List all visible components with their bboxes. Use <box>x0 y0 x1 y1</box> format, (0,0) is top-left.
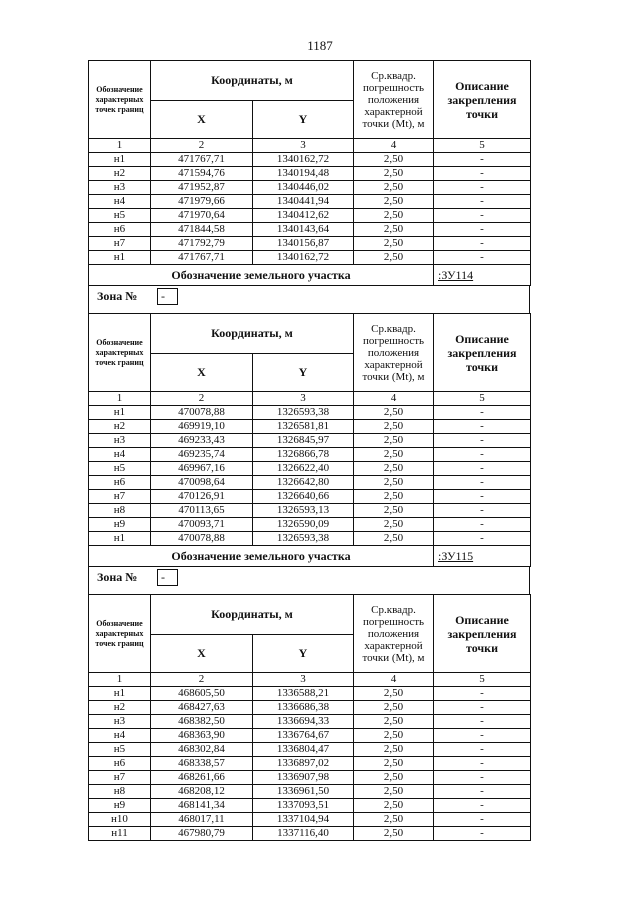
point-name: н5 <box>89 743 151 757</box>
header-y: Y <box>253 635 354 673</box>
description-value: - <box>434 743 531 757</box>
error-value: 2,50 <box>354 715 434 729</box>
description-value: - <box>434 785 531 799</box>
y-value: 1337093,51 <box>253 799 354 813</box>
x-value: 468141,34 <box>151 799 253 813</box>
description-value: - <box>434 504 531 518</box>
error-value: 2,50 <box>354 532 434 546</box>
parcel-label: Обозначение земельного участка <box>89 265 434 286</box>
description-value: - <box>434 729 531 743</box>
description-value: - <box>434 434 531 448</box>
point-name: н6 <box>89 757 151 771</box>
coordinates-table <box>88 594 531 841</box>
column-number-3: 3 <box>253 392 354 406</box>
point-name: н4 <box>89 195 151 209</box>
table-row <box>89 504 531 518</box>
y-value: 1326581,81 <box>253 420 354 434</box>
y-value: 1326866,78 <box>253 448 354 462</box>
point-name: н8 <box>89 785 151 799</box>
column-number-3: 3 <box>253 139 354 153</box>
y-value: 1336804,47 <box>253 743 354 757</box>
description-value: - <box>434 420 531 434</box>
description-value: - <box>434 813 531 827</box>
point-name: н9 <box>89 799 151 813</box>
error-value: 2,50 <box>354 813 434 827</box>
x-value: 469235,74 <box>151 448 253 462</box>
y-value: 1336694,33 <box>253 715 354 729</box>
error-value: 2,50 <box>354 729 434 743</box>
table-row <box>89 181 531 195</box>
document-body <box>88 60 530 841</box>
description-value: - <box>434 237 531 251</box>
header-description: Описание закрепления точки <box>434 314 531 392</box>
table-row <box>89 785 531 799</box>
column-number-4: 4 <box>354 139 434 153</box>
column-number-2: 2 <box>151 392 253 406</box>
description-value: - <box>434 153 531 167</box>
error-value: 2,50 <box>354 209 434 223</box>
error-value: 2,50 <box>354 195 434 209</box>
zone-label: Зона № <box>97 570 138 584</box>
x-value: 471970,64 <box>151 209 253 223</box>
y-value: 1326845,97 <box>253 434 354 448</box>
table-row <box>89 237 531 251</box>
point-name: н9 <box>89 518 151 532</box>
y-value: 1336588,21 <box>253 687 354 701</box>
table-row <box>89 715 531 729</box>
error-value: 2,50 <box>354 251 434 265</box>
table-row <box>89 490 531 504</box>
table-row <box>89 743 531 757</box>
table-row <box>89 518 531 532</box>
parcel-number-text: :ЗУ114 <box>438 267 474 282</box>
description-value: - <box>434 181 531 195</box>
header-x: X <box>151 354 253 392</box>
header-error: Ср.квадр. погрешность положения характерной точки (Мt), м <box>354 595 434 673</box>
point-name: н3 <box>89 434 151 448</box>
description-value: - <box>434 195 531 209</box>
point-name: н7 <box>89 771 151 785</box>
x-value: 470126,91 <box>151 490 253 504</box>
table-row <box>89 167 531 181</box>
description-value: - <box>434 757 531 771</box>
error-value: 2,50 <box>354 827 434 841</box>
error-value: 2,50 <box>354 181 434 195</box>
column-number-3: 3 <box>253 673 354 687</box>
point-name: н4 <box>89 448 151 462</box>
y-value: 1326642,80 <box>253 476 354 490</box>
error-value: 2,50 <box>354 490 434 504</box>
x-value: 469967,16 <box>151 462 253 476</box>
error-value: 2,50 <box>354 406 434 420</box>
table-row <box>89 434 531 448</box>
x-value: 468363,90 <box>151 729 253 743</box>
coordinates-table <box>88 313 531 567</box>
point-name: н1 <box>89 406 151 420</box>
column-number-5: 5 <box>434 392 531 406</box>
error-value: 2,50 <box>354 420 434 434</box>
point-name: н3 <box>89 715 151 729</box>
header-description: Описание закрепления точки <box>434 61 531 139</box>
description-value: - <box>434 532 531 546</box>
zone-value: - <box>157 569 178 586</box>
error-value: 2,50 <box>354 223 434 237</box>
x-value: 470098,64 <box>151 476 253 490</box>
description-value: - <box>434 448 531 462</box>
y-value: 1326640,66 <box>253 490 354 504</box>
point-name: н2 <box>89 167 151 181</box>
y-value: 1336961,50 <box>253 785 354 799</box>
error-value: 2,50 <box>354 434 434 448</box>
table-row <box>89 813 531 827</box>
x-value: 471767,71 <box>151 251 253 265</box>
table-row <box>89 448 531 462</box>
column-number-1: 1 <box>89 392 151 406</box>
point-name: н6 <box>89 476 151 490</box>
x-value: 468382,50 <box>151 715 253 729</box>
y-value: 1336907,98 <box>253 771 354 785</box>
description-value: - <box>434 223 531 237</box>
description-value: - <box>434 209 531 223</box>
table-row <box>89 209 531 223</box>
x-value: 468017,11 <box>151 813 253 827</box>
table-row <box>89 799 531 813</box>
x-value: 468261,66 <box>151 771 253 785</box>
table-row <box>89 687 531 701</box>
description-value: - <box>434 799 531 813</box>
table-row <box>89 476 531 490</box>
table-row <box>89 195 531 209</box>
x-value: 470078,88 <box>151 532 253 546</box>
y-value: 1337116,40 <box>253 827 354 841</box>
description-value: - <box>434 687 531 701</box>
description-value: - <box>434 476 531 490</box>
point-name: н11 <box>89 827 151 841</box>
y-value: 1336686,38 <box>253 701 354 715</box>
error-value: 2,50 <box>354 701 434 715</box>
table-row <box>89 827 531 841</box>
y-value: 1336764,67 <box>253 729 354 743</box>
point-name: н2 <box>89 701 151 715</box>
point-name: н1 <box>89 687 151 701</box>
page-number: 1187 <box>307 38 333 53</box>
point-name: н6 <box>89 223 151 237</box>
error-value: 2,50 <box>354 743 434 757</box>
error-value: 2,50 <box>354 504 434 518</box>
point-name: н1 <box>89 153 151 167</box>
point-name: н4 <box>89 729 151 743</box>
x-value: 471844,58 <box>151 223 253 237</box>
header-x: X <box>151 635 253 673</box>
y-value: 1340194,48 <box>253 167 354 181</box>
header-coordinates: Координаты, м <box>151 314 354 354</box>
header-error: Ср.квадр. погрешность положения характерной точки (Мt), м <box>354 61 434 139</box>
zone-row <box>88 567 530 588</box>
header-error: Ср.квадр. погрешность положения характерной точки (Мt), м <box>354 314 434 392</box>
column-number-4: 4 <box>354 673 434 687</box>
error-value: 2,50 <box>354 687 434 701</box>
x-value: 469233,43 <box>151 434 253 448</box>
description-value: - <box>434 167 531 181</box>
parcel-label: Обозначение земельного участка <box>89 546 434 567</box>
header-description: Описание закрепления точки <box>434 595 531 673</box>
column-number-2: 2 <box>151 139 253 153</box>
error-value: 2,50 <box>354 785 434 799</box>
y-value: 1340446,02 <box>253 181 354 195</box>
error-value: 2,50 <box>354 771 434 785</box>
x-value: 470113,65 <box>151 504 253 518</box>
x-value: 471767,71 <box>151 153 253 167</box>
y-value: 1326593,38 <box>253 532 354 546</box>
column-number-1: 1 <box>89 673 151 687</box>
error-value: 2,50 <box>354 448 434 462</box>
error-value: 2,50 <box>354 518 434 532</box>
error-value: 2,50 <box>354 167 434 181</box>
x-value: 468338,57 <box>151 757 253 771</box>
parcel-number-text: :ЗУ115 <box>438 548 474 563</box>
header-coordinates: Координаты, м <box>151 61 354 101</box>
zone-row <box>88 286 530 307</box>
parcel-number <box>434 265 531 286</box>
header-y: Y <box>253 354 354 392</box>
header-designation: Обозначение характерных точек границ <box>89 595 151 673</box>
y-value: 1340162,72 <box>253 251 354 265</box>
description-value: - <box>434 406 531 420</box>
error-value: 2,50 <box>354 462 434 476</box>
coordinates-table <box>88 60 531 286</box>
table-row <box>89 223 531 237</box>
x-value: 468208,12 <box>151 785 253 799</box>
x-value: 468302,84 <box>151 743 253 757</box>
point-name: н1 <box>89 532 151 546</box>
header-coordinates: Координаты, м <box>151 595 354 635</box>
y-value: 1326622,40 <box>253 462 354 476</box>
table-row <box>89 701 531 715</box>
table-row <box>89 406 531 420</box>
y-value: 1340143,64 <box>253 223 354 237</box>
y-value: 1326593,13 <box>253 504 354 518</box>
description-value: - <box>434 771 531 785</box>
x-value: 469919,10 <box>151 420 253 434</box>
y-value: 1326593,38 <box>253 406 354 420</box>
description-value: - <box>434 490 531 504</box>
zone-value: - <box>157 288 178 305</box>
header-x: X <box>151 101 253 139</box>
point-name: н5 <box>89 209 151 223</box>
x-value: 470078,88 <box>151 406 253 420</box>
description-value: - <box>434 701 531 715</box>
point-name: н2 <box>89 420 151 434</box>
parcel-number <box>434 546 531 567</box>
header-y: Y <box>253 101 354 139</box>
error-value: 2,50 <box>354 153 434 167</box>
column-number-5: 5 <box>434 139 531 153</box>
point-name: н5 <box>89 462 151 476</box>
x-value: 468427,63 <box>151 701 253 715</box>
y-value: 1326590,09 <box>253 518 354 532</box>
point-name: н1 <box>89 251 151 265</box>
x-value: 468605,50 <box>151 687 253 701</box>
error-value: 2,50 <box>354 757 434 771</box>
table-row <box>89 532 531 546</box>
column-number-1: 1 <box>89 139 151 153</box>
point-name: н7 <box>89 237 151 251</box>
y-value: 1340156,87 <box>253 237 354 251</box>
description-value: - <box>434 462 531 476</box>
description-value: - <box>434 518 531 532</box>
y-value: 1340441,94 <box>253 195 354 209</box>
point-name: н10 <box>89 813 151 827</box>
error-value: 2,50 <box>354 237 434 251</box>
column-number-2: 2 <box>151 673 253 687</box>
x-value: 471792,79 <box>151 237 253 251</box>
zone-label: Зона № <box>97 289 138 303</box>
column-number-5: 5 <box>434 673 531 687</box>
y-value: 1340412,62 <box>253 209 354 223</box>
column-number-4: 4 <box>354 392 434 406</box>
description-value: - <box>434 827 531 841</box>
x-value: 471594,76 <box>151 167 253 181</box>
error-value: 2,50 <box>354 476 434 490</box>
y-value: 1337104,94 <box>253 813 354 827</box>
description-value: - <box>434 251 531 265</box>
table-row <box>89 462 531 476</box>
header-designation: Обозначение характерных точек границ <box>89 61 151 139</box>
x-value: 471952,87 <box>151 181 253 195</box>
x-value: 470093,71 <box>151 518 253 532</box>
error-value: 2,50 <box>354 799 434 813</box>
table-row <box>89 420 531 434</box>
table-row <box>89 771 531 785</box>
table-row <box>89 729 531 743</box>
description-value: - <box>434 715 531 729</box>
y-value: 1336897,02 <box>253 757 354 771</box>
point-name: н7 <box>89 490 151 504</box>
x-value: 467980,79 <box>151 827 253 841</box>
header-designation: Обозначение характерных точек границ <box>89 314 151 392</box>
y-value: 1340162,72 <box>253 153 354 167</box>
table-row <box>89 153 531 167</box>
table-row <box>89 251 531 265</box>
point-name: н8 <box>89 504 151 518</box>
x-value: 471979,66 <box>151 195 253 209</box>
table-row <box>89 757 531 771</box>
point-name: н3 <box>89 181 151 195</box>
